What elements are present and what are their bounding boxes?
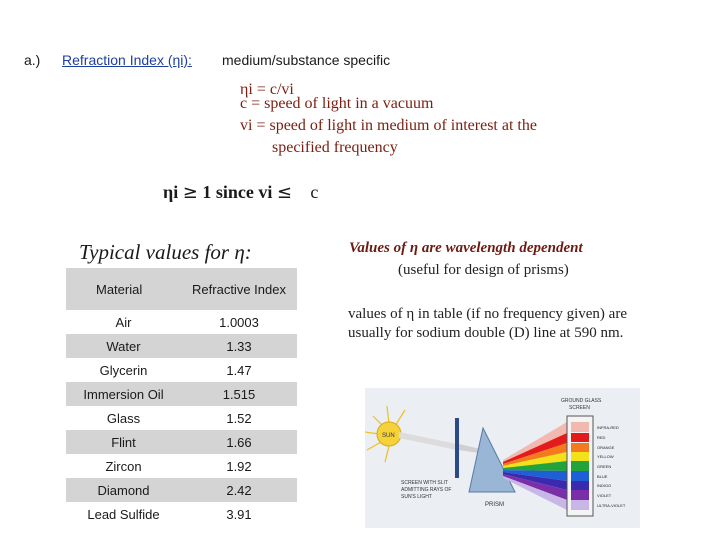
cell-material: Glycerin [99,362,148,378]
table-row [66,502,297,526]
svg-text:VIOLET: VIOLET [597,493,612,498]
cell-index: 2.42 [226,482,252,498]
prism-dispersion-diagram [365,388,640,528]
svg-text:ORANGE: ORANGE [597,445,615,450]
cell-index: 3.91 [226,506,252,522]
v-definition-line1: vi = speed of light in medium of interest at the [240,117,537,134]
slit-label-3: SUN'S LIGHT [401,494,432,500]
table-row [66,430,297,454]
svg-text:BLUE: BLUE [597,474,608,479]
svg-text:RED: RED [597,435,606,440]
wavelength-dependence-sub: (useful for design of prisms) [398,262,569,278]
eta-i-symbol: ηi [163,182,179,202]
item-number: a.) [24,52,41,68]
cell-index: 1.33 [226,338,252,354]
cell-material: Zircon [105,458,142,474]
c-definition: c = speed of light in a vacuum [240,95,434,112]
table-row [66,358,297,382]
screen-label-2: SCREEN [569,405,590,411]
table-row [66,334,297,358]
table-row [66,406,297,430]
svg-text:INFRA-RED: INFRA-RED [597,425,619,430]
svg-text:YELLOW: YELLOW [597,454,614,459]
cell-material: Flint [111,434,136,450]
v-definition-line2: specified frequency [272,139,398,156]
cell-index: 1.66 [226,434,252,450]
prism-diagram-svg [365,388,640,528]
cell-index: 1.47 [226,362,252,378]
table-title: Typical values for η: [79,240,252,264]
cell-material: Lead Sulfide [87,506,160,522]
cell-material: Glass [106,410,141,426]
sodium-line-note: values of η in table (if no frequency given) are usually for sodium double (D) line at 590 nm. [348,306,627,341]
prism-label: PRISM [485,502,505,508]
light-beam [399,432,457,450]
refractive-index-table [66,268,297,526]
header-refractive-index: Refractive Index [192,281,286,297]
table-row [66,454,297,478]
cell-material: Air [115,314,132,330]
medium-specific-note: medium/substance specific [222,52,391,68]
index-inequality [163,182,318,203]
screen-label: GROUND GLASS [561,398,602,404]
band-labels [597,425,626,508]
table-header-row [66,268,297,310]
header-material: Material [96,281,143,297]
wavelength-dependence-heading: Values of η are wavelength dependent [349,240,583,256]
table-row [66,382,297,406]
sun-label: SUN [382,433,395,439]
slit-label: SCREEN WITH SLIT [401,480,448,486]
cell-index: 1.52 [226,410,252,426]
svg-text:INDIGO: INDIGO [597,483,612,488]
less-equal-symbol: ≤ [276,182,292,203]
svg-text:GREEN: GREEN [597,464,612,469]
cell-index: 1.92 [226,458,252,474]
svg-text:ULTRA-VIOLET: ULTRA-VIOLET [597,503,626,508]
slit-screen [455,418,459,478]
spectrum-fan [503,422,567,510]
greater-equal-symbol: ≥ [182,182,198,203]
spectrum-bands [571,422,589,510]
cell-index: 1.0003 [219,314,259,330]
refraction-index-term[interactable]: Refraction Index (ηi): [62,52,192,68]
table-row [66,478,297,502]
slit-label-2: ADMITTING RAYS OF [401,487,452,493]
refraction-formula: ηi = c/vi [240,81,294,98]
since-text: 1 since vi [202,182,273,202]
cell-material: Diamond [97,482,150,498]
cell-material: Immersion Oil [83,386,164,402]
cell-material: Water [106,338,141,354]
table-row [66,310,297,334]
c-symbol: c [310,182,319,202]
cell-index: 1.515 [222,386,256,402]
